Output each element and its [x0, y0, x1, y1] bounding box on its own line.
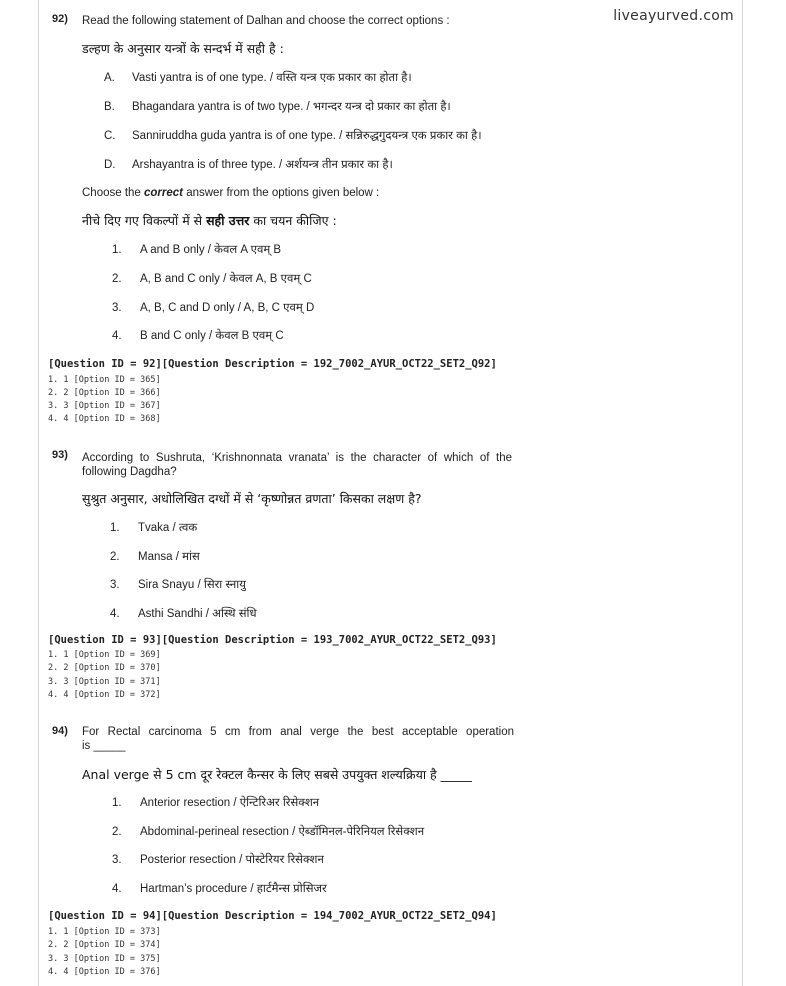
right-margin-line [742, 0, 743, 986]
answer-option-3[interactable] [110, 577, 246, 592]
option-number: 3. [112, 302, 122, 314]
statement-d [104, 157, 393, 172]
option-number: 1. [112, 244, 122, 256]
option-number: 2. [110, 551, 120, 563]
question-text-en-line1: For Rectal carcinoma 5 cm from anal verge the best acceptable operation [82, 726, 514, 738]
choose-instruction-en [82, 186, 379, 200]
option-number: 1. [110, 522, 120, 534]
choose-hi-pre: नीचे दिए गए विकल्पों में से [82, 213, 207, 228]
watermark: liveayurved.com [613, 8, 734, 24]
option-text: Sira Snayu / सिरा स्नायु [138, 579, 246, 591]
statement-a [104, 70, 412, 85]
option-text: A, B and C only / केवल A, B एवम् C [140, 273, 312, 285]
choose-instruction-hi [82, 212, 337, 229]
statement-c [104, 128, 482, 143]
option-number: 3. [112, 854, 122, 866]
choose-post: answer from the options given below : [183, 187, 380, 199]
question-number: 92) [52, 13, 68, 25]
option-text: Abdominal-perineal resection / ऐब्डॉमिनल-पेरिनियल रिसेक्शन [140, 826, 425, 838]
answer-option-1[interactable] [112, 242, 281, 257]
option-number: 4. [110, 608, 120, 620]
question-text-en-line1: According to Sushruta, ‘Krishnonnata vranata’ is the character of which of the [82, 452, 512, 464]
option-id-4: 4. 4 [Option ID = 368] [48, 414, 161, 424]
option-id-1: 1. 1 [Option ID = 365] [48, 375, 161, 385]
option-id-4: 4. 4 [Option ID = 372] [48, 690, 161, 700]
option-id-3: 3. 3 [Option ID = 367] [48, 401, 161, 411]
statement-letter: A. [104, 72, 115, 84]
option-id-3: 3. 3 [Option ID = 371] [48, 677, 161, 687]
question-text-en-line2: is _____ [82, 740, 126, 752]
option-text: B and C only / केवल B एवम् C [140, 330, 284, 342]
question-text-en-line2: following Dagdha? [82, 466, 177, 478]
answer-option-4[interactable] [110, 606, 257, 621]
answer-option-2[interactable] [110, 549, 200, 564]
question-meta: [Question ID = 92][Question Description = 192_7002_AYUR_OCT22_SET2_Q92] [48, 358, 497, 370]
choose-hi-post: का चयन कीजिए : [249, 213, 337, 228]
statement-b [104, 99, 451, 114]
question-text-hi: सुश्रुत अनुसार, अधोलिखित दग्धों में से ‘कृष्णोन्नत व्रणता’ किसका लक्षण है? [82, 491, 422, 506]
option-id-2: 2. 2 [Option ID = 374] [48, 940, 161, 950]
question-meta: [Question ID = 93][Question Description = 193_7002_AYUR_OCT22_SET2_Q93] [48, 634, 497, 646]
option-text: Tvaka / त्वक [138, 522, 198, 534]
answer-option-3[interactable] [112, 300, 314, 315]
choose-pre: Choose the [82, 187, 145, 199]
option-number: 4. [112, 883, 122, 895]
answer-option-4[interactable] [112, 328, 284, 343]
option-number: 2. [112, 273, 122, 285]
question-text-hi: डल्हण के अनुसार यन्त्रों के सन्दर्भ में सही है : [82, 41, 284, 56]
statement-text: Bhagandara yantra is of two type. / भगन्दर यन्त्र दो प्रकार का होता है। [132, 101, 451, 113]
statement-letter: B. [104, 101, 115, 113]
option-id-3: 3. 3 [Option ID = 375] [48, 954, 161, 964]
statement-text: Arshayantra is of three type. / अर्शयन्त्र तीन प्रकार का है। [132, 159, 393, 171]
left-margin-line [38, 0, 39, 986]
option-number: 2. [112, 826, 122, 838]
option-id-2: 2. 2 [Option ID = 370] [48, 663, 161, 673]
answer-option-2[interactable] [112, 824, 424, 839]
answer-option-3[interactable] [112, 852, 324, 867]
question-text-en: Read the following statement of Dalhan and choose the correct options : [82, 15, 450, 27]
option-id-1: 1. 1 [Option ID = 369] [48, 650, 161, 660]
option-text: Mansa / मांस [138, 551, 200, 563]
statement-text: Sanniruddha guda yantra is of one type. / सन्निरुद्धगुदयन्त्र एक प्रकार का है। [132, 130, 482, 142]
question-number: 93) [52, 449, 68, 461]
option-text: Hartman’s procedure / हार्टमैन्स प्रोसिजर [140, 883, 327, 895]
answer-option-1[interactable] [110, 520, 197, 535]
option-text: Posterior resection / पोस्टेरियर रिसेक्शन [140, 854, 324, 866]
option-number: 3. [110, 579, 120, 591]
question-meta: [Question ID = 94][Question Description = 194_7002_AYUR_OCT22_SET2_Q94] [48, 910, 497, 922]
option-number: 4. [112, 330, 122, 342]
statement-letter: C. [104, 130, 116, 142]
option-id-2: 2. 2 [Option ID = 366] [48, 388, 161, 398]
option-number: 1. [112, 797, 122, 809]
answer-option-2[interactable] [112, 271, 312, 286]
choose-hi-bold: सही उत्तर [206, 213, 250, 228]
option-text: A, B, C and D only / A, B, C एवम् D [140, 302, 315, 314]
option-text: Anterior resection / ऐन्टिरिअर रिसेक्शन [140, 797, 320, 809]
option-text: Asthi Sandhi / अस्थि संधि [138, 608, 257, 620]
statement-text: Vasti yantra is of one type. / वस्ति यन्त्र एक प्रकार का होता है। [132, 72, 412, 84]
answer-option-1[interactable] [112, 795, 319, 810]
option-id-1: 1. 1 [Option ID = 373] [48, 927, 161, 937]
statement-letter: D. [104, 159, 116, 171]
answer-option-4[interactable] [112, 881, 327, 896]
option-text: A and B only / केवल A एवम् B [140, 244, 282, 256]
question-number: 94) [52, 725, 68, 737]
choose-bold: correct [144, 187, 184, 199]
question-text-hi: Anal verge से 5 cm दूर रेक्टल कैन्सर के लिए सबसे उपयुक्त शल्यक्रिया है _____ [82, 767, 472, 782]
option-id-4: 4. 4 [Option ID = 376] [48, 967, 161, 977]
